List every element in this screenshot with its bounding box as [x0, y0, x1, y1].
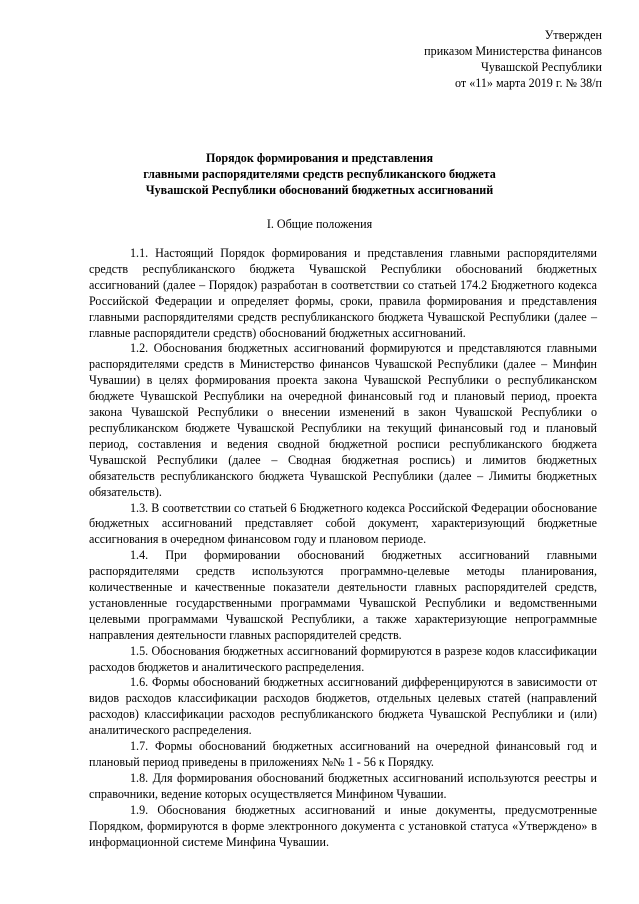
paragraph: 1.7. Формы обоснований бюджетных ассигнований на очередной финансовый год и плановый период приведены в приложениях №№ 1 - 56 к Порядку.	[89, 739, 597, 769]
paragraph: 1.1. Настоящий Порядок формирования и представления главными распорядителями средств республиканского бюджета Чувашской Республики обоснований бюджетных ассигнований (далее – Порядок) разработан в соответствии со статьей 174.2 Бюджетного кодекса Российской Федерации и определяет формы, сроки, правила формирования и представления главными распорядителями средств республиканского бюджета Чувашской Республики (далее – главные распорядители средств) обоснований бюджетных ассигнований.	[89, 246, 597, 340]
approval-line: Утвержден	[544, 28, 602, 42]
document-title	[40, 150, 599, 198]
document-body	[89, 246, 597, 850]
paragraph: 1.3. В соответствии со статьей 6 Бюджетного кодекса Российской Федерации обоснование бюджетных ассигнований представляет собой документ, характеризующий бюджетные ассигнования в очередном финансовом году и плановом периоде.	[89, 500, 597, 547]
paragraph: 1.8. Для формирования обоснований бюджетных ассигнований используются реестры и справочники, ведение которых осуществляется Минфином Чувашии.	[89, 770, 597, 801]
approval-line: Чувашской Республики	[481, 60, 602, 74]
title-line: Порядок формирования и представления	[205, 151, 434, 165]
paragraph: 1.4. При формировании обоснований бюджетных ассигнований главными распорядителями средств используются программно-целевые методы планирования, количественные и качественные показатели деятельности главных распорядителей средств, установленные государственными программами Чувашской Республики и ведомственными целевыми программами Чувашской Республики, а также характеризующие непрограммные направления деятельности главных распорядителей средств.	[89, 548, 597, 642]
paragraph: 1.9. Обоснования бюджетных ассигнований и иные документы, предусмотренные Порядком, формируются в форме электронного документа с установкой статуса «Утверждено» в информационной системе Минфина Чувашии.	[89, 802, 597, 849]
section-heading: I. Общие положения	[266, 217, 373, 231]
approval-stamp	[342, 27, 602, 91]
paragraph: 1.6. Формы обоснований бюджетных ассигнований дифференцируются в зависимости от видов расходов классификации расходов бюджетов, отдельных целевых статей (направлений расходов) классификации расходов республиканского бюджета Чувашской Республики и (или) аналитического распределения.	[89, 675, 597, 738]
paragraph: 1.5. Обоснования бюджетных ассигнований формируются в разрезе кодов классификации расходов бюджетов и аналитического распределения.	[89, 643, 597, 674]
title-line: Чувашской Республики обоснований бюджетных ассигнований	[145, 183, 494, 197]
approval-line: от «11» марта 2019 г. № 38/п	[455, 76, 602, 90]
approval-line: приказом Министерства финансов	[424, 44, 602, 58]
paragraph: 1.2. Обоснования бюджетных ассигнований формируются и представляются главными распорядителями средств в Министерство финансов Чувашской Республики (далее – Минфин Чувашии) в целях формирования проекта закона Чувашской Республики о республиканском бюджете Чувашской Республики на очередной финансовый год и плановый период, проекта закона Чувашской Республики о внесении изменений в закон Чувашской Республики о республиканском бюджете Чувашской Республики на текущий финансовый год и плановый период, составления и ведения сводной бюджетной росписи республиканского бюджета Чувашской Республики (далее – Сводная бюджетная роспись) и лимитов бюджетных обязательств республиканского бюджета Чувашской Республики (далее – Лимиты бюджетных обязательств).	[89, 341, 597, 499]
title-line: главными распорядителями средств республиканского бюджета	[143, 167, 496, 181]
